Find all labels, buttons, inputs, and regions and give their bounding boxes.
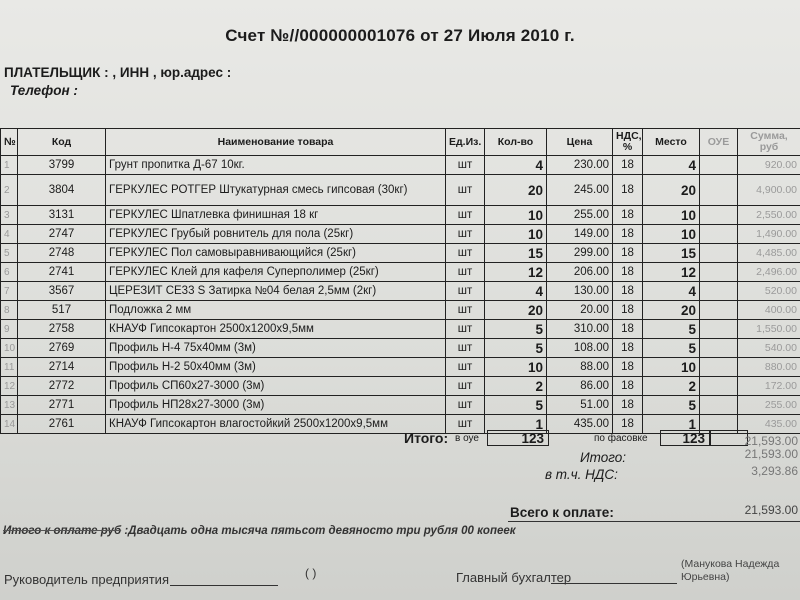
table-header-row [1,129,800,156]
row-unit: шт [446,244,485,263]
row-code: 2748 [18,244,106,263]
director-label: Руководитель предприятия [4,572,169,587]
row-code: 3799 [18,156,106,175]
col-qty: Кол-во [485,129,547,156]
row-code: 2714 [18,358,106,377]
row-qty: 20 [485,301,547,320]
row-vat: 18 [613,282,643,301]
row-name: ГЕРКУЛЕС Шпатлевка финишная 18 кг [106,206,446,225]
row-qty: 1 [485,415,547,434]
row-name: Подложка 2 мм [106,301,446,320]
row-sum: 435.00 [738,415,800,434]
totals-oue-box [710,430,748,446]
row-unit: шт [446,282,485,301]
row-sum: 1,490.00 [738,225,800,244]
table-row [1,244,800,263]
totals-row [0,430,800,450]
accountant-name: (Манукова Надежда Юрьевна) [681,558,780,583]
row-mesto: 4 [643,282,700,301]
row-num: 14 [1,415,18,434]
row-vat: 18 [613,396,643,415]
totals-label: Итого: [404,430,449,446]
row-vat: 18 [613,320,643,339]
row-price: 245.00 [547,175,613,206]
row-unit: шт [446,301,485,320]
row-vat: 18 [613,301,643,320]
row-oue [700,396,738,415]
row-mesto: 15 [643,244,700,263]
row-sum: 2,496.00 [738,263,800,282]
divider [508,521,800,522]
row-mesto: 5 [643,396,700,415]
table-row [1,320,800,339]
row-num: 2 [1,175,18,206]
row-vat: 18 [613,263,643,282]
row-qty: 5 [485,320,547,339]
row-name: Профиль НП28х27-3000 (3м) [106,396,446,415]
row-qty: 4 [485,156,547,175]
col-name: Наименование товара [106,129,446,156]
row-qty: 20 [485,175,547,206]
row-price: 230.00 [547,156,613,175]
row-price: 130.00 [547,282,613,301]
row-name: Профиль Н-2 50х40мм (3м) [106,358,446,377]
table-row [1,339,800,358]
row-mesto: 20 [643,301,700,320]
row-price: 255.00 [547,206,613,225]
itogo-label: Итого: [580,450,627,465]
row-code: 2758 [18,320,106,339]
row-sum: 520.00 [738,282,800,301]
row-price: 299.00 [547,244,613,263]
amount-words-prefix: Итого к оплате руб [3,525,122,537]
row-qty: 5 [485,339,547,358]
row-price: 86.00 [547,377,613,396]
accountant-label: Главный бухгалтер [456,570,572,585]
row-price: 206.00 [547,263,613,282]
row-code: 3131 [18,206,106,225]
row-num: 7 [1,282,18,301]
col-vat: НДС, % [613,129,643,156]
row-qty: 10 [485,225,547,244]
row-vat: 18 [613,415,643,434]
row-sum: 920.00 [738,156,800,175]
row-oue [700,377,738,396]
row-unit: шт [446,415,485,434]
director-paren: ( ) [305,566,317,580]
invoice-table [0,128,800,434]
table-row [1,377,800,396]
row-code: 2772 [18,377,106,396]
row-unit: шт [446,396,485,415]
row-code: 3567 [18,282,106,301]
row-num: 13 [1,396,18,415]
row-price: 88.00 [547,358,613,377]
row-price: 435.00 [547,415,613,434]
row-mesto: 5 [643,339,700,358]
row-name: ГЕРКУЛЕС Клей для кафеля Суперполимер (25кг) [106,263,446,282]
row-unit: шт [446,175,485,206]
row-unit: шт [446,358,485,377]
row-unit: шт [446,206,485,225]
row-sum: 540.00 [738,339,800,358]
row-unit: шт [446,225,485,244]
vat-label: в т.ч. НДС: [545,467,618,482]
row-num: 6 [1,263,18,282]
table-row [1,175,800,206]
row-code: 2771 [18,396,106,415]
row-mesto: 10 [643,206,700,225]
amount-words-text: :Двадцать одна тысяча пятьсот девяносто три рубля 00 копеек [124,525,516,537]
col-price: Цена [547,129,613,156]
table-row [1,396,800,415]
col-num: № [1,129,18,156]
row-qty: 12 [485,263,547,282]
row-name: ГЕРКУЛЕС Грубый ровнитель для пола (25кг) [106,225,446,244]
row-mesto: 20 [643,175,700,206]
row-vat: 18 [613,225,643,244]
accountant-signature-line [551,583,677,584]
row-vat: 18 [613,206,643,225]
table-row [1,206,800,225]
row-oue [700,206,738,225]
row-name: ГЕРКУЛЕС РОТГЕР Штукатурная смесь гипсовая (30кг) [106,175,446,206]
row-num: 8 [1,301,18,320]
row-mesto: 10 [643,358,700,377]
table-row [1,301,800,320]
row-sum: 255.00 [738,396,800,415]
totals-sum: 21,593.00 [744,434,798,448]
row-sum: 172.00 [738,377,800,396]
row-code: 2747 [18,225,106,244]
row-name: Профиль СП60х27-3000 (3м) [106,377,446,396]
row-oue [700,175,738,206]
row-oue [700,225,738,244]
row-oue [700,244,738,263]
row-oue [700,320,738,339]
grand-total-value: 21,593.00 [744,503,798,517]
row-mesto: 10 [643,225,700,244]
col-code: Код [18,129,106,156]
row-vat: 18 [613,244,643,263]
row-name: Профиль Н-4 75х40мм (3м) [106,339,446,358]
totals-by-package: по фасовке [594,433,648,444]
row-oue [700,358,738,377]
row-name: ЦЕРЕЗИТ СЕ33 S Затирка №04 белая 2,5мм (2кг) [106,282,446,301]
grand-total-label: Всего к оплате: [510,505,614,520]
row-mesto: 1 [643,415,700,434]
vat-value: 3,293.86 [751,464,798,478]
row-num: 9 [1,320,18,339]
row-qty: 15 [485,244,547,263]
row-unit: шт [446,320,485,339]
row-sum: 400.00 [738,301,800,320]
row-num: 1 [1,156,18,175]
row-oue [700,263,738,282]
row-qty: 10 [485,358,547,377]
row-name: КНАУФ Гипсокартон влагостойкий 2500х1200х9,5мм [106,415,446,434]
row-vat: 18 [613,156,643,175]
table-row [1,225,800,244]
phone-line: Телефон : [10,83,78,98]
col-oue: ОУЕ [700,129,738,156]
row-price: 51.00 [547,396,613,415]
row-price: 310.00 [547,320,613,339]
totals-package: 123 [660,430,710,446]
row-vat: 18 [613,175,643,206]
table-row [1,358,800,377]
row-oue [700,282,738,301]
table-row [1,282,800,301]
col-unit: Ед.Из. [446,129,485,156]
row-code: 3804 [18,175,106,206]
row-qty: 5 [485,396,547,415]
row-num: 12 [1,377,18,396]
row-price: 20.00 [547,301,613,320]
row-num: 5 [1,244,18,263]
row-price: 149.00 [547,225,613,244]
row-sum: 2,550.00 [738,206,800,225]
director-signature-line [170,585,278,586]
row-qty: 10 [485,206,547,225]
col-mesto: Место [643,129,700,156]
row-num: 11 [1,358,18,377]
row-name: Грунт пропитка Д-67 10кг. [106,156,446,175]
row-name: КНАУФ Гипсокартон 2500х1200х9,5мм [106,320,446,339]
totals-qty: 123 [487,430,549,446]
row-name: ГЕРКУЛЕС Пол самовыравнивающийся (25кг) [106,244,446,263]
row-mesto: 5 [643,320,700,339]
table-row [1,263,800,282]
row-unit: шт [446,377,485,396]
row-code: 2761 [18,415,106,434]
totals-in-oue: в оуе [455,433,479,444]
table-row [1,156,800,175]
amount-in-words [3,525,516,537]
row-num: 4 [1,225,18,244]
row-unit: шт [446,156,485,175]
row-unit: шт [446,339,485,358]
row-code: 2769 [18,339,106,358]
row-num: 3 [1,206,18,225]
row-sum: 1,550.00 [738,320,800,339]
row-code: 2741 [18,263,106,282]
row-sum: 4,900.00 [738,175,800,206]
row-vat: 18 [613,339,643,358]
row-vat: 18 [613,358,643,377]
col-sum: Сумма, руб [738,129,800,156]
row-vat: 18 [613,377,643,396]
row-mesto: 12 [643,263,700,282]
row-unit: шт [446,263,485,282]
row-oue [700,156,738,175]
row-oue [700,339,738,358]
row-qty: 2 [485,377,547,396]
row-num: 10 [1,339,18,358]
row-qty: 4 [485,282,547,301]
itogo-value: 21,593.00 [744,447,798,461]
payer-line: ПЛАТЕЛЬЩИК : , ИНН , юр.адрес : [4,65,232,80]
row-sum: 880.00 [738,358,800,377]
row-price: 108.00 [547,339,613,358]
row-sum: 4,485.00 [738,244,800,263]
row-mesto: 2 [643,377,700,396]
row-mesto: 4 [643,156,700,175]
invoice-title: Счет №//000000001076 от 27 Июля 2010 г. [225,26,575,45]
row-code: 517 [18,301,106,320]
row-oue [700,301,738,320]
